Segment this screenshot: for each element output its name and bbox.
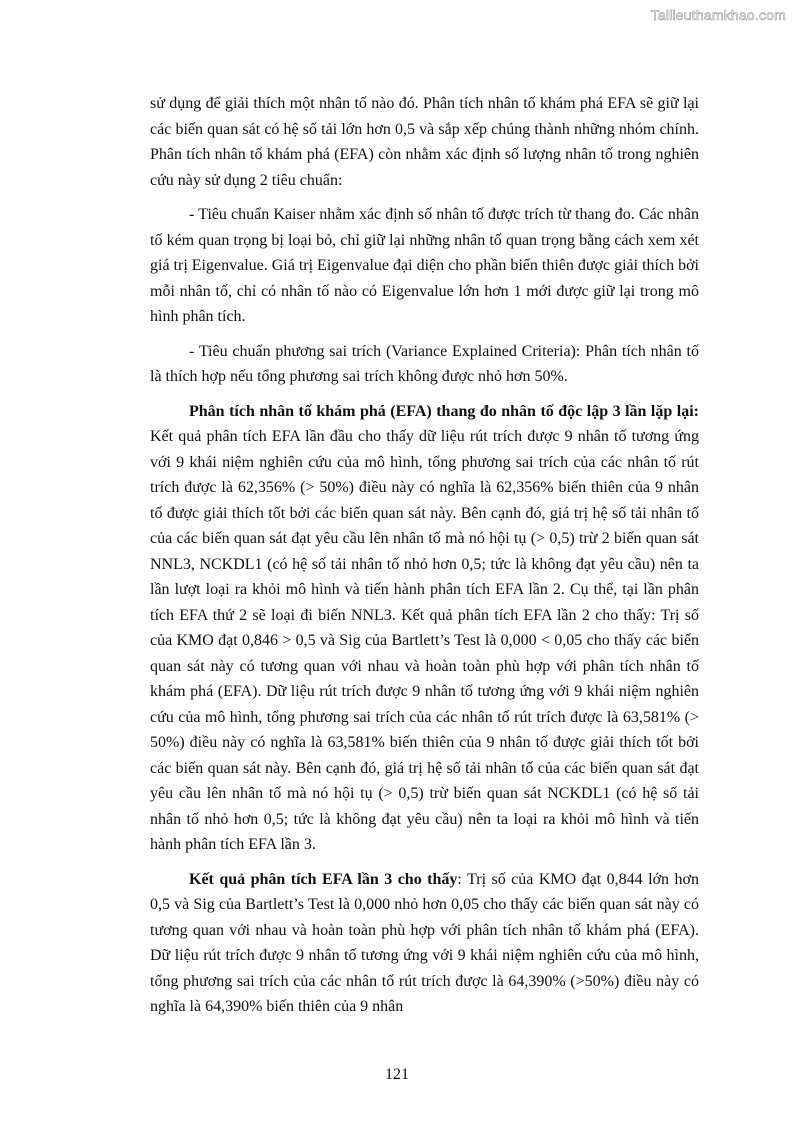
paragraph-heading: Kết quả phân tích EFA lần 3 cho thấy — [189, 870, 458, 888]
page-number: 121 — [385, 1066, 409, 1083]
paragraph-efa-third-result — [150, 867, 699, 1020]
paragraph-text: sử dụng để giải thích một nhân tố nào đó. Phân tích nhân tố khám phá EFA sẽ giữ lại các biến quan sát có hệ số tải lớn hơn 0,5 và sắp xếp chúng thành những nhóm chính. Phân tích nhân tố khám phá (EFA) còn nhằm xác định số lượng nhân tố trong nghiên cứu này sử dụng 2 tiêu chuẩn: — [150, 95, 699, 189]
paragraph-text: : Trị số của KMO đạt 0,844 lớn hơn 0,5 và Sig của Bartlett’s Test là 0,000 nhỏ hơn 0,05 cho thấy các biến quan sát này có tương quan với nhau và hoàn toàn phù hợp với phân tích nhân tố khám phá (EFA). Dữ liệu rút trích được 9 nhân tố tương ứng với 9 khái niệm nghiên cứu của mô hình, tổng phương sai trích của các nhân tố rút trích được là 64,390% (>50%) điều này có nghĩa là 64,390% biến thiên của 9 nhân — [150, 870, 699, 1015]
paragraph-efa-iterations — [150, 399, 699, 858]
paragraph-kaiser-criterion — [150, 202, 699, 330]
paragraph-variance-criterion — [150, 339, 699, 390]
document-body — [150, 91, 699, 1029]
paragraph-heading: Phân tích nhân tố khám phá (EFA) thang đo nhân tố độc lập 3 lần lặp lại: — [189, 402, 699, 420]
paragraph-text: Kết quả phân tích EFA lần đầu cho thấy dữ liệu rút trích được 9 nhân tố tương ứng với 9 khái niệm nghiên cứu của mô hình, tổng phương sai trích của các nhân tố rút trích được là 62,356% (> 50%) điều này có nghĩa là 62,356% biến thiên của 9 nhân tố được giải thích tốt bởi các biến quan sát này. Bên cạnh đó, giá trị hệ số tải nhân tố của các biến quan sát đạt yêu cầu lên nhân tố mà nó hội tụ (> 0,5) trừ 2 biến quan sát NNL3, NCKDL1 (có hệ số tải nhân tố nhỏ hơn 0,5; tức là không đạt yêu cầu) nên ta lần lượt loại ra khỏi mô hình và tiến hành phân tích EFA lần 2. Cụ thể, tại lần phân tích EFA thứ 2 sẽ loại đi biến NNL3. Kết quả phân tích EFA lần 2 cho thấy: Trị số của KMO đạt 0,846 > 0,5 và Sig của Bartlett’s Test là 0,000 < 0,05 cho thấy các biến quan sát này có tương quan với nhau và hoàn toàn phù hợp với phân tích nhân tố khám phá (EFA). Dữ liệu rút trích được 9 nhân tố tương ứng với 9 khái niệm nghiên cứu của mô hình, tổng phương sai trích của các nhân tố rút trích được là 63,581% (> 50%) điều này có nghĩa là 63,581% biến thiên của 9 nhân tố được giải thích tốt bởi các biến quan sát này. Bên cạnh đó, giá trị hệ số tải nhân tố của các biến quan sát đạt yêu cầu lên nhân tố mà nó hội tụ (> 0,5) trừ biến quan sát NCKDL1 (có hệ số tải nhân tố nhỏ hơn 0,5; tức là không đạt yêu cầu) nên ta loại ra khỏi mô hình và tiến hành phân tích EFA lần 3. — [150, 428, 699, 853]
paragraph-text: - Tiêu chuẩn phương sai trích (Variance Explained Criteria): Phân tích nhân tố là thích hợp nếu tổng phương sai trích không được nhỏ hơn 50%. — [150, 342, 699, 385]
paragraph-text: - Tiêu chuẩn Kaiser nhằm xác định số nhân tố được trích từ thang đo. Các nhân tố kém quan trọng bị loại bỏ, chỉ giữ lại những nhân tố quan trọng bằng cách xem xét giá trị Eigenvalue. Giá trị Eigenvalue đại diện cho phần biến thiên được giải thích bởi mỗi nhân tố, chỉ có nhân tố nào có Eigenvalue lớn hơn 1 mới được giữ lại trong mô hình phân tích. — [150, 206, 699, 325]
paragraph-continuation — [150, 91, 699, 193]
watermark: Tailieuthamkhao.com — [650, 7, 786, 23]
